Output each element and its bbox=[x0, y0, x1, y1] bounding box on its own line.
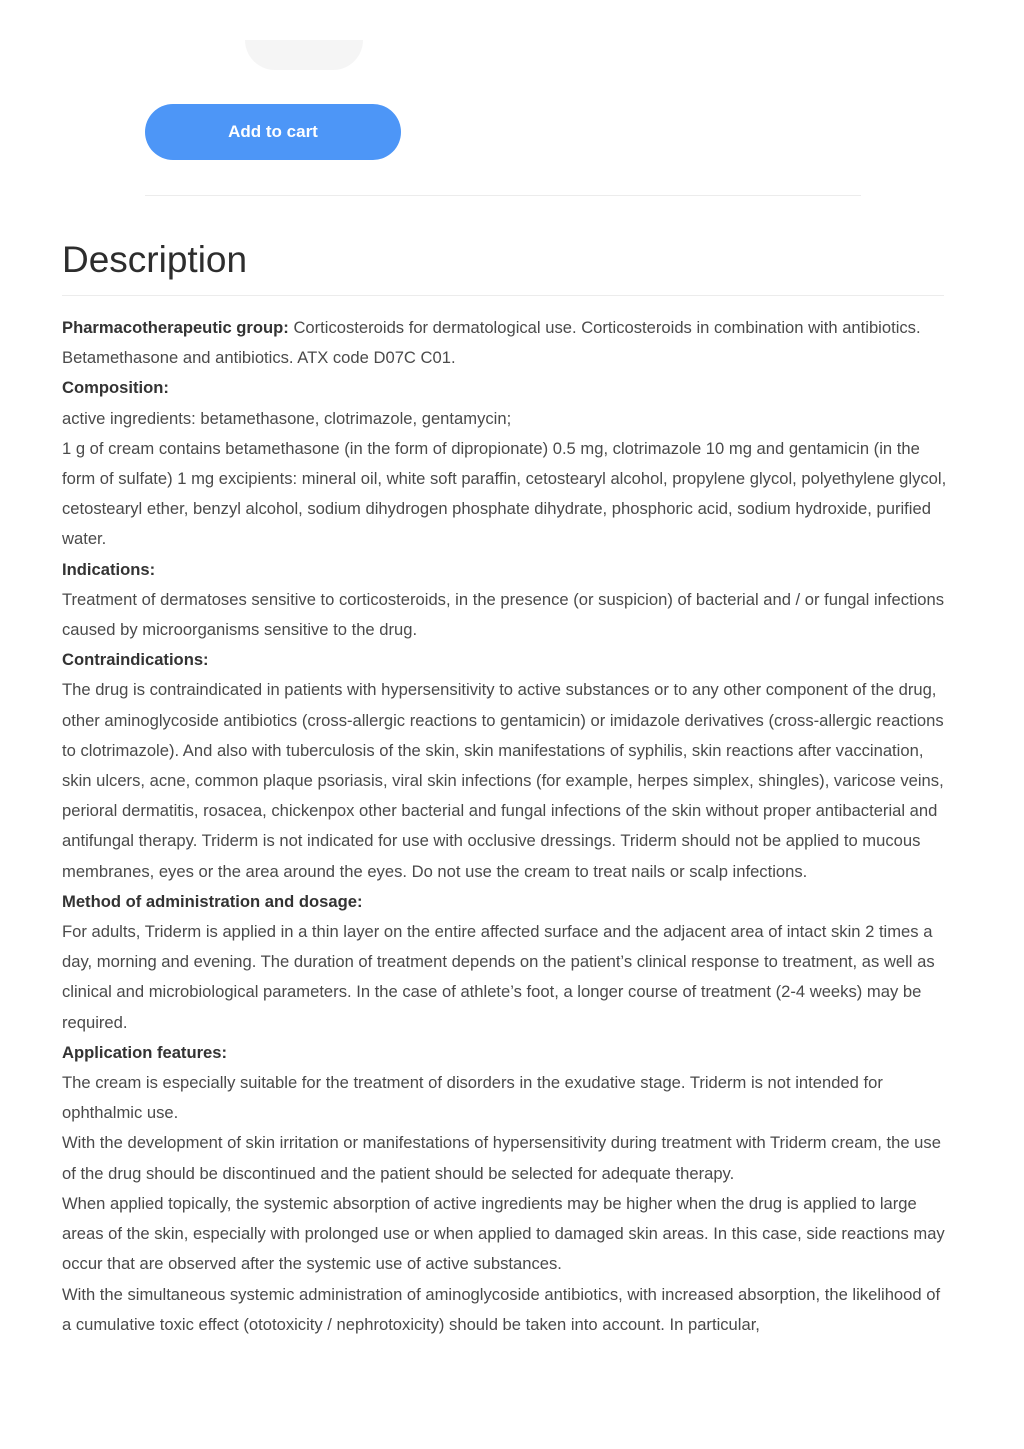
composition-label: Composition: bbox=[62, 378, 169, 398]
composition-detail: 1 g of cream contains betamethasone (in the form of dipropionate) 0.5 mg, clotrimazole 10 mg and gentamicin (in the form of sulfate) 1 mg excipients: mineral oil, white soft paraffin, cetostearyl alcohol, propylene glycol, polyethylene glycol, cetostearyl ether, benzyl alcohol, sodium dihydrogen phosphate dihydrate, phosphoric acid, sodium hydroxide, purified water. bbox=[62, 438, 947, 549]
features-label: Application features: bbox=[62, 1042, 228, 1062]
composition-active: active ingredients: betamethasone, clotrimazole, gentamycin; bbox=[62, 408, 512, 428]
contraindications-text: The drug is contraindicated in patients with hypersensitivity to active substances or to any other component of the drug, other aminoglycoside antibiotics (cross-allergic reactions to gentamicin) or imidazole derivatives (cross-allergic reactions to clotrimazole). And also with tuberculosis of the skin, skin manifestations of syphilis, skin reactions after vaccination, skin ulcers, acne, common plaque psoriasis, viral skin infections (for example, herpes simplex, shingles), varicose veins, perioral dermatitis, rosacea, chickenpox other bacterial and fungal infections of the skin without proper antibacterial and antifungal therapy. Triderm is not indicated for use with occlusive dressings. Triderm should not be applied to mucous membranes, eyes or the area around the eyes. Do not use the cream to treat nails or scalp infections. bbox=[62, 680, 944, 881]
method-text: For adults, Triderm is applied in a thin layer on the entire affected surface and the adjacent area of intact skin 2 times a day, morning and evening. The duration of treatment depends on the patient’s clinical response to treatment, as well as clinical and microbiological parameters. In the case of athlete’s foot, a longer course of treatment (2-4 weeks) may be required. bbox=[62, 922, 935, 1032]
add-to-cart-button[interactable]: Add to cart bbox=[145, 104, 401, 160]
method-label: Method of administration and dosage: bbox=[62, 891, 363, 911]
features-paragraph-3: When applied topically, the systemic absorption of active ingredients may be higher when the drug is applied to large areas of the skin, especially with prolonged use or when applied to damaged skin areas. In this case, side reactions may occur that are observed after the systemic use of active substances. bbox=[62, 1193, 945, 1274]
quantity-selector[interactable] bbox=[245, 40, 363, 70]
pharma-group-text: Corticosteroids for dermatological use. Corticosteroids in combination with antibiotics. Betamethasone and antibiotics. ATX code D07C C01. bbox=[62, 318, 921, 368]
heading-divider bbox=[62, 295, 944, 296]
features-paragraph-2: With the development of skin irritation or manifestations of hypersensitivity during treatment with Triderm cream, the use of the drug should be discontinued and the patient should be selected for adequate therapy. bbox=[62, 1133, 941, 1183]
contraindications-label: Contraindications: bbox=[62, 650, 209, 670]
description-heading: Description bbox=[62, 239, 248, 280]
features-paragraph-4: With the simultaneous systemic administration of aminoglycoside antibiotics, with increased absorption, the likelihood of a cumulative toxic effect (ototoxicity / nephrotoxicity) should be taken into account. In particular, bbox=[62, 1284, 941, 1334]
pharma-group-paragraph bbox=[62, 313, 947, 373]
indications-text: Treatment of dermatoses sensitive to corticosteroids, in the presence (or suspicion) of bacterial and / or fungal infections caused by microorganisms sensitive to the drug. bbox=[62, 589, 945, 640]
features-paragraph-1: The cream is especially suitable for the treatment of disorders in the exudative stage. Triderm is not intended for ophthalmic use. bbox=[62, 1073, 883, 1123]
section-divider bbox=[145, 195, 861, 196]
description-body bbox=[62, 313, 947, 1340]
indications-label: Indications: bbox=[62, 559, 156, 579]
pharma-group-label: Pharmacotherapeutic group: bbox=[62, 318, 289, 337]
